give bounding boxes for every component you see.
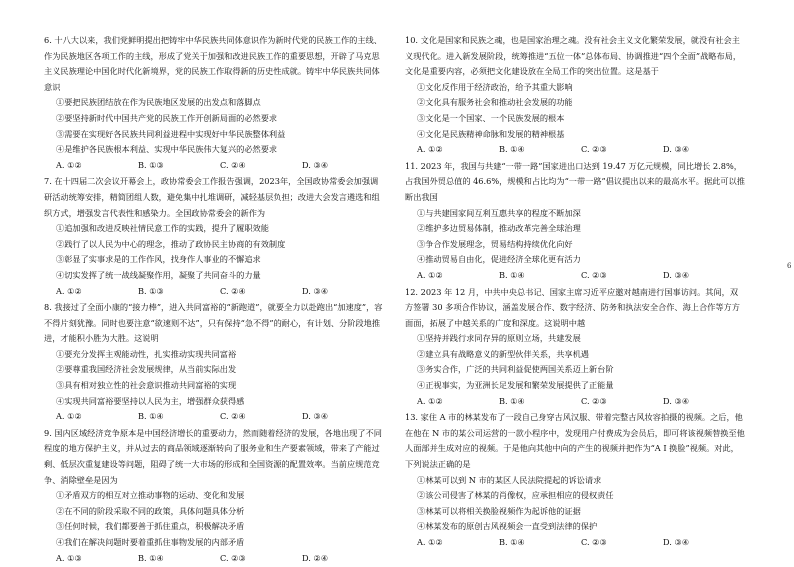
answer-option: A. ①② (417, 395, 443, 406)
statement-item: ③彰显了实事求是的工作作风，找身作人事业的不懈追求 (56, 254, 261, 265)
statement-item: ①要把民族团结放在作为民族地区发展的出发点和落脚点 (56, 97, 261, 108)
question-stem: 13. 家住 A 市的林某发布了一段自己身穿古风汉服、带着完整古风妆容拍摄的视频。之后，他在他在 N 市的某公司运营的一款小程序中，发现用户付费成为会员后，即可将该视频替换至他人面部并生成对应的视频。于是他向其他中向的产生的视频并把作为“A I 换脸”视频。对此，下列说法正确的是 (405, 412, 745, 470)
statement-item: ④林某发布的原创古风视频会一直受到法律的保护 (417, 521, 598, 532)
statement-item: ④文化是民族精神命脉和发展的精神根基 (417, 128, 565, 139)
statement-item: ③需要在实现好各民族共同利益进程中实现好中华民族整体利益 (56, 128, 286, 139)
statement-item: ①要充分发挥主观能动性，扎实推动实现共同富裕 (56, 348, 237, 359)
margin-mark: 6 (787, 262, 792, 270)
statement-item: ③林某可以将相关换脸视频作为起诉他的证据 (417, 505, 581, 516)
answer-options (405, 535, 745, 551)
answer-option: C. ②③ (581, 269, 607, 280)
answer-option: D. ③④ (302, 159, 329, 170)
question-block (44, 174, 384, 299)
answer-options (44, 158, 384, 174)
statement-item: ②践行了以人民为中心的理念，推动了政协民主协商的有效制度 (56, 238, 286, 249)
statement-item: ②在不同的阶段采取不同的政策，具体问题具体分析 (56, 505, 245, 516)
statement-item: ③任何时候，我们都要善于抓住重点，积极解决矛盾 (56, 521, 245, 532)
statement-item: ④我们在解决问题时要着重抓住事物发展的内部矛盾 (56, 537, 245, 547)
answer-option: D. ③④ (663, 395, 690, 406)
question-block (44, 426, 384, 566)
answer-option: D. ③④ (302, 411, 329, 422)
statement-item: ①林某可以到 N 市的某区人民法院提起的诉讼请求 (417, 474, 602, 485)
left-column (44, 33, 384, 567)
answer-option: A. ①③ (56, 552, 82, 563)
answer-options (44, 409, 384, 425)
answer-option: B. ①④ (499, 144, 525, 155)
answer-option: D. ②④ (302, 552, 329, 563)
statement-item: ①文化反作用于经济政治，给予其重大影响 (417, 81, 573, 92)
statement-item: ①矛盾双方的相互对立推动事物的运动、变化和发展 (56, 490, 245, 501)
answer-option: B. ①③ (138, 159, 164, 170)
answer-option: C. ②④ (220, 285, 246, 296)
question-stem: 12. 2023 年 12 月，中共中央总书记、国家主席习近平应邀对越南进行国事访问。其间，双方签署 30 多项合作协议，涵盖发展合作、数字经济、防务和执法安全合作、海上合作等方方面面，拓展了中越关系的广度和深度。这说明中越 (405, 286, 740, 328)
statement-item: ②该公司侵害了林某的肖像权，应承担相应的侵权责任 (417, 490, 614, 501)
answer-option: C. ②③ (581, 537, 607, 547)
statement-item: ①坚持并践行求同存异的原则立场，共建发展 (417, 333, 581, 344)
answer-options (405, 268, 745, 284)
question-stem: 10. 文化是国家和民族之魂，也是国家治理之魂。没有社会主义文化繁荣发展，就没有社会主义现代化。进入新发展阶段，统筹推进“五位一体”总体布局、协调推进“四个全面”战略布局，文化是重要内容，必须把文化建设放在全局工作的突出位置。这是基于 (405, 35, 742, 77)
answer-option: B. ①④ (499, 537, 525, 547)
statement-item: ③争合作发展理念，贸易结构持续优化向好 (417, 238, 573, 249)
statement-item: ④切实发挥了统一战线凝聚作用，凝聚了共同奋斗的力量 (56, 269, 261, 280)
answer-option: C. ②③ (581, 395, 607, 406)
answer-option: C. ②③ (581, 144, 607, 155)
statement-item: ③具有相对独立性的社会意识推动共同富裕的实现 (56, 380, 237, 391)
answer-options (405, 142, 745, 158)
statement-item: ③文化是一个国家、一个民族发展的根本 (417, 112, 565, 123)
answer-option: C. ②④ (220, 411, 246, 422)
question-block (44, 300, 384, 425)
answer-option: A. ①② (417, 537, 443, 547)
answer-option: C. ②④ (220, 159, 246, 170)
question-stem: 9. 国内区域经济竞争原本是中国经济增长的重要动力，然而随着经济的发展，各地出现了不同程度的地方保护主义，并从过去的商品领域逐渐转向了服务业和生产要素领域，带来了产能过剩、低层次重复建设等问题，阻碍了统一大市场的形成和全国资源的配置效率。当前应规范竞争、消除壁垒是因为 (44, 427, 382, 485)
question-stem: 11. 2023 年，我国与共建“一带一路”国家进出口达到 19.47 万亿元规模，同比增长 2.8%，占我国外贸总值的 46.6%，规模和占比均为“一带一路”倡议提出以来的最高水平。据此可以推断出我国 (405, 160, 745, 202)
statement-item: ②要尊重我国经济社会发展规律，从当前实际出发 (56, 364, 237, 375)
statement-item: ④正视事实，为亚洲长足发展和繁荣发展提供了正能量 (417, 380, 614, 391)
question-stem: 7. 在十四届二次会议开幕会上，政协常委会工作报告强调，2023年，全国政协常委会加强调研活动统筹安排，精简团组人数，避免集中扎堆调研，减轻基层负担；改进大会发言遴选和组织方式，增强发言代表性和感染力。全国政协常委会的新作为 (44, 176, 380, 218)
answer-options (44, 551, 384, 567)
question-block (44, 33, 384, 173)
statement-item: ③务实合作，广泛的共同利益促使两国关系迈上新台阶 (417, 364, 614, 375)
statement-item: ②维护多边贸易体制，推动改革完善全球治理 (417, 223, 581, 234)
answer-option: D. ③④ (302, 285, 329, 296)
answer-options (44, 284, 384, 300)
statement-item: ④实现共同富裕要坚持以人民为主，增强群众获得感 (56, 395, 245, 406)
question-block (405, 33, 745, 158)
statement-item: ④推动贸易自由化，促进经济全球化更有活力 (417, 254, 581, 265)
answer-option: A. ①② (417, 269, 443, 280)
answer-option: A. ①② (56, 411, 82, 422)
answer-option: B. ①④ (138, 552, 164, 563)
right-column (405, 33, 745, 552)
question-block (405, 285, 745, 410)
answer-option: D. ③④ (663, 537, 690, 547)
answer-option: A. ①② (417, 144, 443, 155)
statement-item: ①与共建国家间互利互惠共享的程度不断加深 (417, 207, 581, 218)
answer-option: C. ②③ (220, 552, 246, 563)
statement-item: ②建立具有战略意义的新型伙伴关系，共享机遇 (417, 348, 589, 359)
answer-option: B. ①④ (138, 411, 164, 422)
question-block (405, 159, 745, 284)
answer-option: B. ①④ (499, 269, 525, 280)
statement-item: ①追加强和改进反映社情民意工作的实践，提升了履职效能 (56, 223, 269, 234)
answer-option: B. ①④ (499, 395, 525, 406)
statement-item: ④是维护各民族根本利益、实现中华民族伟大复兴的必然要求 (56, 144, 278, 155)
answer-option: B. ①③ (138, 285, 164, 296)
statement-item: ②文化具有服务社会和推动社会发展的功能 (417, 97, 573, 108)
question-stem: 8. 我接过了全面小康的“接力棒”，进入共同富裕的“新跑道”，就要全力以赴跑出“加速度”，容不得片刻犹豫。同时也要注意“欲速则不达”，只有保持“急不得”的耐心，有计划、分阶段地推进，才能积小胜为大胜。这说明 (44, 302, 383, 344)
statement-item: ②要坚持新时代中国共产党的民族工作开创新局面的必然要求 (56, 112, 278, 123)
answer-option: A. ①② (56, 285, 82, 296)
question-stem: 6. 十八大以来，我们党鲜明提出把铸牢中华民族共同体意识作为新时代党的民族工作的主线、作为民族地区各项工作的主线，形成了党关于加强和改进民族工作的重要思想，开辟了马克思主义民族理论中国化时代化新境界，党的民族工作取得新的历史性成就。铸牢中华民族共同体意识 (44, 35, 382, 92)
answer-option: D. ③④ (663, 144, 690, 155)
question-block (405, 410, 745, 550)
answer-option: A. ①② (56, 159, 82, 170)
answer-option: D. ③④ (663, 269, 690, 280)
answer-options (405, 394, 745, 410)
